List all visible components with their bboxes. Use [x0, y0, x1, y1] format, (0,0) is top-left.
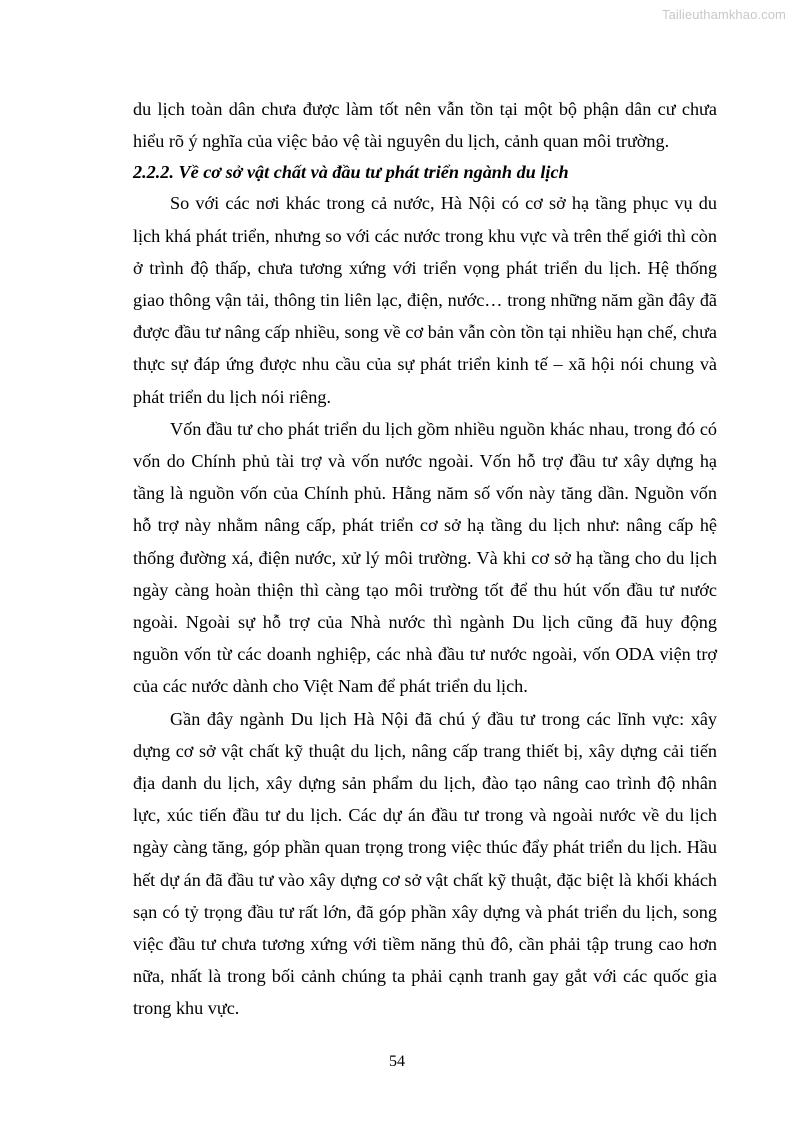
page-body: [133, 93, 717, 1025]
paragraph-infrastructure: So với các nơi khác trong cả nước, Hà Nội có cơ sở hạ tầng phục vụ du lịch khá phát triển, nhưng so với các nước trong khu vực và trên thế giới thì còn ở trình độ thấp, chưa tương xứng với triển vọng phát triển du lịch. Hệ thống giao thông vận tải, thông tin liên lạc, điện, nước… trong những năm gần đây đã được đầu tư nâng cấp nhiều, song về cơ bản vẫn còn tồn tại nhiều hạn chế, chưa thực sự đáp ứng được nhu cầu của sự phát triển kinh tế – xã hội nói chung và phát triển du lịch nói riêng.: [133, 193, 717, 407]
paragraph-investment-areas: Gần đây ngành Du lịch Hà Nội đã chú ý đầu tư trong các lĩnh vực: xây dựng cơ sở vật chất kỹ thuật du lịch, nâng cấp trang thiết bị, xây dựng cải tiến địa danh du lịch, xây dựng sản phẩm du lịch, đào tạo nâng cao trình độ nhân lực, xúc tiến đầu tư du lịch. Các dự án đầu tư trong và ngoài nước về du lịch ngày càng tăng, góp phần quan trọng trong việc thúc đẩy phát triển du lịch. Hầu hết dự án đã đầu tư vào xây dựng cơ sở vật chất kỹ thuật, đặc biệt là khối khách sạn có tỷ trọng đầu tư rất lớn, đã góp phần xây dựng và phát triển du lịch, song việc đầu tư chưa tương xứng với tiềm năng thủ đô, cần phải tập trung cao hơn nữa, nhất là trong bối cảnh chúng ta phải cạnh tranh gay gắt với các quốc gia trong khu vực.: [133, 708, 717, 1019]
page-number: 54: [389, 1053, 405, 1070]
paragraph-intro: du lịch toàn dân chưa được làm tốt nên vẫn tồn tại một bộ phận dân cư chưa hiểu rõ ý nghĩa của việc bảo vệ tài nguyên du lịch, cảnh quan môi trường.: [133, 99, 717, 152]
watermark: Tailieuthamkhao.com: [661, 7, 786, 22]
paragraph-investment-capital: Vốn đầu tư cho phát triển du lịch gồm nhiều nguồn khác nhau, trong đó có vốn do Chính phủ tài trợ và vốn nước ngoài. Vốn hỗ trợ đầu tư xây dựng hạ tầng là nguồn vốn của Chính phủ. Hằng năm số vốn này tăng dần. Nguồn vốn hỗ trợ này nhằm nâng cấp, phát triển cơ sở hạ tầng du lịch như: nâng cấp hệ thống đường xá, điện nước, xử lý môi trường. Và khi cơ sở hạ tầng cho du lịch ngày càng hoàn thiện thì càng tạo môi trường tốt để thu hút vốn đầu tư nước ngoài. Ngoài sự hỗ trợ của Nhà nước thì ngành Du lịch cũng đã huy động nguồn vốn từ các doanh nghiệp, các nhà đầu tư nước ngoài, vốn ODA viện trợ của các nước dành cho Việt Nam để phát triển du lịch.: [133, 418, 717, 697]
section-heading: 2.2.2. Về cơ sở vật chất và đầu tư phát triển ngành du lịch: [133, 162, 569, 183]
